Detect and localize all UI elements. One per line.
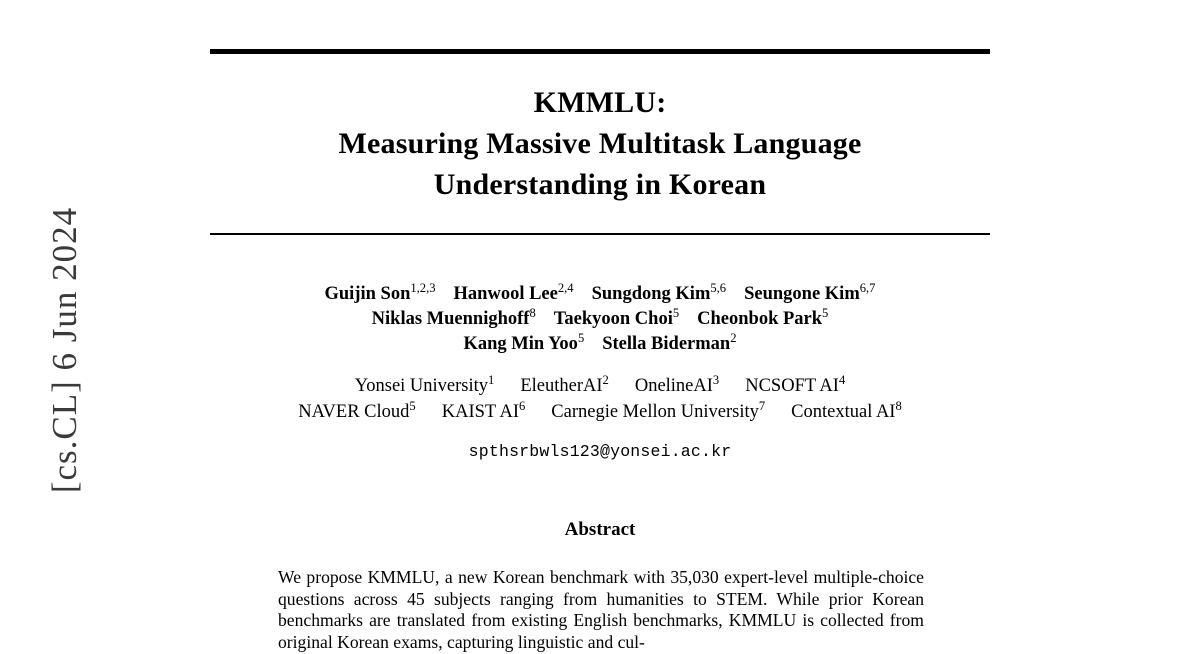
author-name: Niklas Muennighoff$^8$	[371, 305, 536, 329]
author-line	[210, 307, 990, 332]
author-name: Taekyoon Choi$^5$	[553, 305, 680, 329]
affiliation-name: Carnegie Mellon University$^7$	[551, 398, 766, 422]
author-affiliation-marker: 8	[529, 305, 536, 320]
page-title	[210, 82, 990, 205]
abstract-heading: Abstract	[564, 519, 636, 540]
arxiv-stamp	[0, 0, 120, 648]
paper-page	[210, 0, 990, 653]
arxiv-stamp-text: [cs.CL] 6 Jun 2024	[45, 206, 84, 494]
author-name: Stella Biderman$^2$	[602, 330, 737, 354]
author-affiliation-marker: 5	[577, 330, 585, 345]
affiliation-name: OnelineAI$^3$	[634, 372, 720, 396]
affiliation-marker: 8	[895, 398, 902, 413]
author-name: Guijin Son$^{1,2,3}$	[324, 280, 436, 304]
affiliation-name: Yonsei University$^1$	[354, 372, 495, 396]
affiliation-marker: 4	[838, 372, 846, 387]
affiliation-line	[250, 399, 950, 425]
title-line-2: Measuring Massive Multitask Language	[338, 127, 862, 160]
abstract-paragraph: We propose KMMLU, a new Korean benchmark with 35,030 expert-level multiple-choice questions across 45 subjects ranging from humanities to STEM. While prior Korean benchmarks are translated from existing English benchmarks, KMMLU is collected from original Korean exams, capturing linguistic and cul-	[278, 567, 924, 653]
author-affiliation-marker: 2	[730, 330, 737, 345]
abstract-body	[278, 567, 924, 654]
affiliation-name: EleutherAI$^2$	[520, 372, 609, 396]
author-affiliation-marker: 6,7	[859, 280, 876, 295]
author-name: Seungone Kim$^{6,7}$	[744, 280, 876, 304]
contact-email[interactable]: spthsrbwls123@yonsei.ac.kr	[468, 442, 732, 461]
author-line	[210, 332, 990, 357]
author-name: Cheonbok Park$^5$	[697, 305, 829, 329]
affiliation-name: Contextual $AI^8$	[791, 398, 902, 422]
author-name: Sungdong Kim$^{5,6}$	[591, 280, 727, 304]
affiliation-marker: 6	[518, 398, 526, 413]
author-affiliation-marker: 2,4	[557, 280, 574, 295]
affiliation-marker: 3	[712, 372, 720, 387]
title-bottom-rule	[210, 233, 990, 235]
affiliation-marker: 7	[758, 398, 766, 413]
author-affiliation-marker: 5,6	[710, 280, 727, 295]
author-list	[210, 282, 990, 357]
affiliation-list	[250, 373, 950, 425]
author-affiliation-marker: 5	[672, 305, 680, 320]
title-top-rule	[210, 49, 990, 54]
affiliation-marker: 5	[409, 398, 416, 413]
affiliation-line	[250, 373, 950, 399]
title-line-3: Understanding in Korean	[433, 168, 767, 201]
affiliation-marker: 1	[488, 372, 495, 387]
author-line	[210, 282, 990, 307]
affiliation-name: KAIST $AI^6$	[441, 398, 526, 422]
title-line-1: KMMLU:	[533, 86, 667, 119]
affiliation-name: NAVER Cloud$^5$	[298, 398, 416, 422]
affiliation-name: NCSOFT $AI^4$	[745, 372, 846, 396]
affiliation-marker: 2	[602, 372, 609, 387]
author-name: Kang Min Yoo$^5$	[463, 330, 585, 354]
author-name: Hanwool Lee$^{2,4}$	[453, 280, 574, 304]
author-affiliation-marker: 5	[822, 305, 829, 320]
author-affiliation-marker: 1,2,3	[410, 280, 436, 295]
